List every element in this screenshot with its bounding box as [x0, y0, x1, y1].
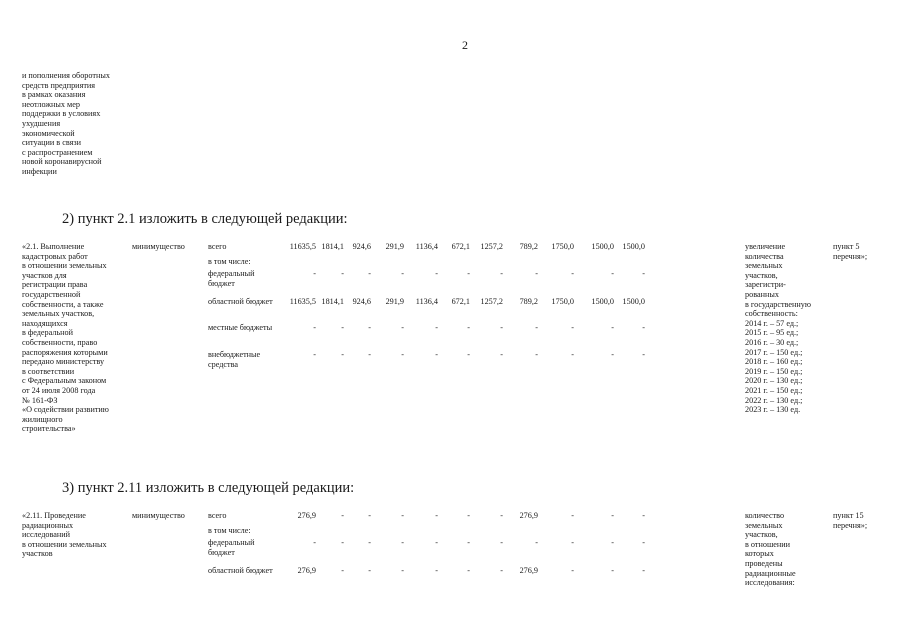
row2-value-cell: -	[368, 511, 371, 520]
row2-title-line: исследований	[22, 530, 71, 540]
row1-value-cell: -	[467, 323, 470, 332]
page-number: 2	[462, 38, 468, 52]
row1-value-cell: -	[535, 269, 538, 278]
row2-value-cell: -	[571, 511, 574, 520]
row1-value-cell: -	[368, 350, 371, 359]
row1-title-line: регистрации права	[22, 280, 88, 290]
row2-value-cell: -	[611, 538, 614, 547]
row1-value-cell: -	[500, 323, 503, 332]
row2-result-line: радиационные	[745, 568, 796, 578]
prev-text-line: с распространением	[22, 147, 93, 157]
row1-result-line: 2016 г. – 30 ед.;	[745, 337, 799, 347]
row1-value-cell: -	[500, 269, 503, 278]
row2-result-line: исследования:	[745, 578, 795, 588]
row1-reference-line: пункт 5	[833, 242, 860, 251]
row2-value-cell: -	[642, 538, 645, 547]
row2-value-cell: -	[611, 566, 614, 575]
row2-result-line: проведены	[745, 558, 783, 568]
row1-title-line: земельных участков,	[22, 309, 95, 319]
row1-title-line: в федеральной	[22, 328, 74, 338]
row2-result-line: участков,	[745, 530, 778, 540]
row1-value-cell: -	[642, 269, 645, 278]
row1-title-line: собственности, а также	[22, 299, 104, 309]
heading-item-3: 3) пункт 2.11 изложить в следующей редакции:	[62, 480, 355, 496]
row2-value-cell: -	[401, 538, 404, 547]
row1-value-cell: 1136,4	[415, 242, 438, 251]
row1-value-cell: 672,1	[451, 242, 470, 251]
row1-value-cell: -	[571, 350, 574, 359]
row2-value-cell: -	[401, 511, 404, 520]
row1-value-cell: -	[401, 269, 404, 278]
row1-value-cell: 1500,0	[622, 242, 645, 251]
row2-value-cell: 276,9	[297, 566, 316, 575]
row1-value-cell: 11635,5	[289, 297, 316, 306]
row1-result-line: 2015 г. – 95 ед.;	[745, 328, 799, 338]
row1-title-line: государственной	[22, 289, 81, 299]
row1-result-line: количества	[745, 251, 784, 261]
row1-value-cell: 1136,4	[415, 297, 438, 306]
row1-value-cell: 789,2	[519, 297, 538, 306]
row2-value-cell: -	[467, 511, 470, 520]
row2-value-cell: -	[435, 511, 438, 520]
row1-title-line: строительства»	[22, 424, 76, 434]
row1-result-line: в государственную	[745, 299, 811, 309]
row1-value-cell: -	[401, 350, 404, 359]
row2-value-cell: -	[467, 566, 470, 575]
row1-value-cell: -	[401, 323, 404, 332]
row1-result	[745, 242, 811, 415]
row2-fund-label: областной бюджет	[208, 566, 273, 575]
row1-value-cell: 672,1	[451, 297, 470, 306]
row1-title-line: в отношении земельных	[22, 261, 107, 271]
row1-value-cell: -	[435, 350, 438, 359]
row1-fund-label: федеральный бюджет	[208, 269, 255, 288]
row2-reference-line: перечня»;	[833, 520, 868, 530]
row2-title-line: в отношении земельных	[22, 539, 107, 549]
row1-value-cell: -	[341, 323, 344, 332]
row1-title-line: собственности, право	[22, 337, 98, 347]
row1-reference	[833, 242, 867, 261]
row2-result-line: которых	[745, 549, 774, 559]
row1-value-cell: -	[341, 269, 344, 278]
row2-result-line: количество	[745, 511, 785, 520]
row1-title-line: «2.1. Выполнение	[22, 242, 85, 251]
row1-title-line: с Федеральным законом	[22, 376, 107, 386]
prev-text	[22, 71, 134, 177]
row1-value-cell: -	[368, 323, 371, 332]
row1-title-line: участков для	[22, 270, 67, 280]
row1-title-line: в соответствии	[22, 366, 75, 376]
row2-title-line: участков	[22, 549, 53, 559]
row2-value-cell: -	[642, 511, 645, 520]
row1-value-cell: -	[611, 350, 614, 359]
row1-reference-line: перечня»;	[833, 251, 868, 261]
row1-fund-label: областной бюджет	[208, 297, 273, 306]
row1-result-line: 2018 г. – 160 ед.;	[745, 357, 803, 367]
row1-value-cell: -	[571, 323, 574, 332]
row1-result-line: 2022 г. – 130 ед.;	[745, 395, 803, 405]
row1-result-line: 2021 г. – 150 ед.;	[745, 385, 803, 395]
row1-title-line: жилищного	[22, 414, 63, 424]
row1-fund-label: всего	[208, 242, 227, 251]
row2-value-cell: -	[571, 538, 574, 547]
row1-value-cell: -	[535, 323, 538, 332]
row2-title	[22, 511, 132, 559]
row2-fund-label: в том числе:	[208, 526, 251, 535]
row2-value-cell: -	[642, 566, 645, 575]
row1-result-line: 2023 г. – 130 ед.	[745, 405, 801, 415]
row1-fund-label: в том числе:	[208, 257, 251, 266]
row1-value-cell: -	[368, 269, 371, 278]
row1-value-cell: 291,9	[385, 297, 404, 306]
row2-result-line: земельных	[745, 520, 783, 530]
row1-value-cell: -	[642, 350, 645, 359]
row1-value-cell: 924,6	[352, 297, 371, 306]
row1-value-cell: 1814,1	[321, 297, 344, 306]
row1-result-line: зарегистри-	[745, 280, 786, 290]
prev-text-line: и пополнения оборотных	[22, 71, 110, 80]
row1-value-cell: -	[313, 269, 316, 278]
row1-value-cell: -	[571, 269, 574, 278]
row2-value-cell: -	[467, 538, 470, 547]
row1-value-cell: -	[435, 323, 438, 332]
row2-value-cell: -	[313, 538, 316, 547]
row1-value-cell: -	[435, 269, 438, 278]
row1-result-line: рованных	[745, 289, 779, 299]
row1-result-line: увеличение	[745, 242, 786, 251]
prev-text-line: поддержки в условиях	[22, 109, 101, 119]
row1-value-cell: -	[341, 350, 344, 359]
row2-value-cell: -	[500, 566, 503, 575]
prev-text-line: средств предприятия	[22, 80, 96, 90]
prev-text-line: ухудшения	[22, 118, 61, 128]
row1-value-cell: 1750,0	[551, 242, 574, 251]
row1-result-line: земельных	[745, 261, 783, 271]
prev-text-line: неотложных мер	[22, 99, 80, 109]
row1-title	[22, 242, 132, 434]
row1-title-line: находящихся	[22, 318, 68, 328]
row2-value-cell: -	[401, 566, 404, 575]
row2-reference-line: пункт 15	[833, 511, 864, 520]
row1-value-cell: -	[611, 269, 614, 278]
row1-result-line: 2019 г. – 150 ед.;	[745, 366, 803, 376]
row1-value-cell: 1257,2	[480, 297, 503, 306]
row1-value-cell: 1500,0	[591, 242, 614, 251]
prev-text-line: в рамках оказания	[22, 90, 86, 100]
prev-text-line: новой коронавирусной	[22, 157, 102, 167]
row1-value-cell: 1750,0	[551, 297, 574, 306]
row1-result-line: 2017 г. – 150 ед.;	[745, 347, 803, 357]
row2-value-cell: -	[500, 511, 503, 520]
row2-value-cell: 276,9	[297, 511, 316, 520]
row2-result-line: в отношении	[745, 539, 791, 549]
row2-title-line: «2.11. Проведение	[22, 511, 86, 520]
row1-value-cell: -	[467, 269, 470, 278]
row2-value-cell: -	[435, 566, 438, 575]
row1-value-cell: 11635,5	[289, 242, 316, 251]
row1-title-line: распоряжения которыми	[22, 347, 108, 357]
row2-value-cell: -	[611, 511, 614, 520]
row2-value-cell: 276,9	[519, 566, 538, 575]
row1-value-cell: -	[642, 323, 645, 332]
row1-result-line: 2020 г. – 130 ед.;	[745, 376, 803, 386]
row1-value-cell: -	[313, 350, 316, 359]
table-row-2-1	[22, 242, 892, 467]
row1-value-cell: 924,6	[352, 242, 371, 251]
row1-value-cell: 1814,1	[321, 242, 344, 251]
row2-value-cell: -	[500, 538, 503, 547]
row2-fund-label: федеральный бюджет	[208, 538, 255, 557]
prev-text-line: инфекции	[22, 166, 57, 176]
row1-title-line: от 24 июля 2008 года	[22, 385, 96, 395]
row1-result-line: 2014 г. – 57 ед.;	[745, 318, 799, 328]
row2-value-cell: -	[535, 538, 538, 547]
row1-title-line: кадастровых работ	[22, 251, 88, 261]
row1-value-cell: 1500,0	[622, 297, 645, 306]
row2-executor: минимущество	[132, 511, 185, 520]
heading-item-2: 2) пункт 2.1 изложить в следующей редакции:	[62, 211, 348, 227]
row1-title-line: «О содействии развитию	[22, 405, 109, 415]
row1-value-cell: -	[535, 350, 538, 359]
row2-title-line: радиационных	[22, 520, 74, 530]
row2-value-cell: -	[341, 566, 344, 575]
row1-value-cell: 1500,0	[591, 297, 614, 306]
row2-reference	[833, 511, 867, 530]
row1-value-cell: -	[500, 350, 503, 359]
row2-value-cell: -	[341, 538, 344, 547]
row2-value-cell: -	[341, 511, 344, 520]
row1-executor: минимущество	[132, 242, 185, 251]
row1-value-cell: -	[467, 350, 470, 359]
prev-text-line: экономической	[22, 128, 75, 138]
row2-result	[745, 511, 796, 588]
row1-fund-label: внебюджетные средства	[208, 350, 261, 369]
prev-text-line: ситуации в связи	[22, 138, 81, 148]
row2-value-cell: -	[368, 566, 371, 575]
table-row-2-11	[22, 511, 892, 606]
row2-value-cell: -	[435, 538, 438, 547]
row1-title-line: передано министерству	[22, 357, 105, 367]
row1-value-cell: -	[313, 323, 316, 332]
row1-value-cell: 1257,2	[480, 242, 503, 251]
row1-value-cell: -	[611, 323, 614, 332]
row2-value-cell: -	[571, 566, 574, 575]
row2-fund-label: всего	[208, 511, 227, 520]
row1-result-line: собственность:	[745, 309, 798, 319]
row1-fund-label: местные бюджеты	[208, 323, 273, 332]
row2-value-cell: 276,9	[519, 511, 538, 520]
row1-result-line: участков,	[745, 270, 778, 280]
row1-title-line: № 161-ФЗ	[22, 395, 58, 405]
row1-value-cell: 291,9	[385, 242, 404, 251]
row2-value-cell: -	[368, 538, 371, 547]
previous-row-text	[22, 71, 134, 177]
row1-value-cell: 789,2	[519, 242, 538, 251]
